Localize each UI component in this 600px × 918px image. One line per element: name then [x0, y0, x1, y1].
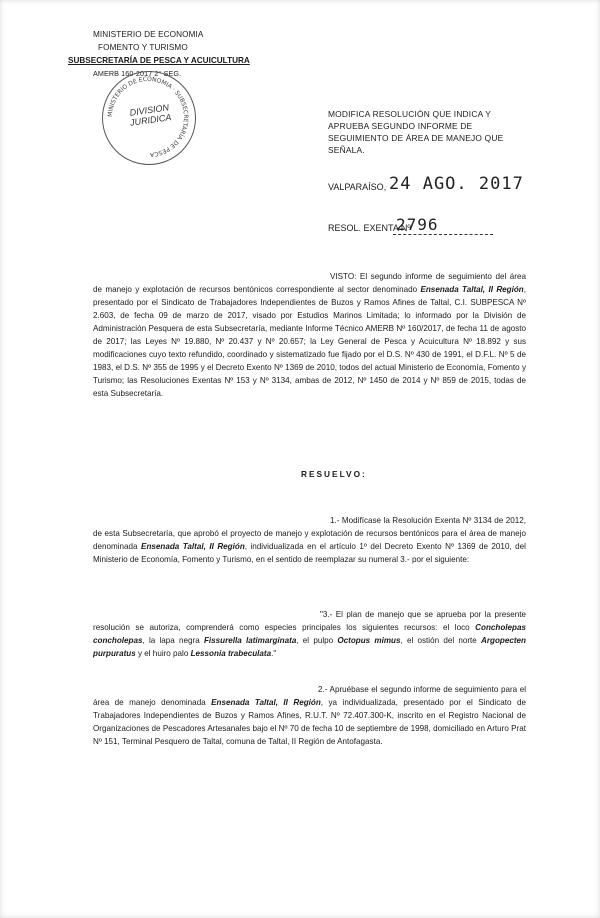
quote-text-a: "3.- El plan de manejo que se aprueba por la presente resolución se autoriza, comprenderá como especies principales los siguientes recursos: el loco: [93, 610, 526, 632]
visto-sector: Ensenada Taltal, II Región: [420, 285, 524, 294]
species-concholepas: Concholepas concholepas: [93, 623, 526, 645]
visto-paragraph: [93, 270, 526, 400]
visto-text-2: , presentado por el Sindicato de Trabajadores Independientes de Buzos y Ramos Afines de Taltal, C.I. SUBPESCA Nº 2.603, de fecha 09 de marzo de 2017, visado por Estudios Marinos Limitada; lo informado por la División de Administración Pesquera de esta Subsecretaría, mediante Informe Técnico AMERB Nº 160/2017, de fecha 11 de agosto de 2017; las Leyes Nº 19.880, Nº 20.437 y Nº 20.657; la Ley General de Pesca y Acuicultura Nº 18.892 y sus modificaciones cuyo texto refundido, coordinado y sistematizado fue fijado por el D.S. Nº 430 de 1991, el D.F.L. Nº 5 de 1983, el D.S. Nº 355 de 1995 y el Decreto Exento Nº 1369 de 2010, todos del actual Ministerio de Economía, Fomento y Turismo; las Resoluciones Exentas Nº 153 y Nº 3134, ambas de 2012, Nº 1450 de 2014 y Nº 859 de 2015, todas de esta Subsecretaría.: [93, 285, 527, 398]
document-reference: AMERB 160-2017 2° SEG.: [93, 69, 182, 78]
species-argopecten: Argopecten purpuratus: [93, 636, 526, 658]
item-1-sector: Ensenada Taltal, II Región: [141, 542, 245, 551]
document-title: MODIFICA RESOLUCIÓN QUE INDICA Y APRUEBA SEGUNDO INFORME DE SEGUIMIENTO DE ÁREA DE MANEJO QUE SEÑALA.: [328, 109, 504, 155]
date-stamp: 24 AGO. 2017: [389, 174, 524, 194]
resolution-underline: [393, 234, 493, 235]
seal-text: DIVISION JURIDICA: [129, 102, 172, 128]
quoted-numeral-paragraph: [93, 608, 526, 660]
item-1-text-b: , individualizada en el artículo 1º del Decreto Exento Nº 1369 de 2010, del Ministerio de Economía, Fomento y Turismo, en el sentido de reemplazar su numeral 3.- por el siguiente:: [93, 542, 526, 564]
item-2-text-b: , ya individualizada, presentado por el Sindicato de Trabajadores Independientes de Buzos y Ramos Afines, R.U.T. Nº 72.407.300-K, inscrito en el Registro Nacional de Organizaciones de Pescadores Artesanales bajo el Nº 70 de fecha 10 de septiembre de 1998, domiciliado en Arturo Prat Nº 151, Terminal Pesquero de Taltal, comuna de Taltal, II Región de Antofagasta.: [93, 698, 526, 746]
item-2-paragraph: [93, 683, 526, 748]
ministry-name: MINISTERIO DE ECONOMIA: [93, 30, 204, 39]
resolution-label: RESOL. EXENTA Nº: [328, 223, 411, 233]
item-1-paragraph: [93, 514, 526, 566]
quote-text-f: .": [271, 649, 277, 658]
item-1-text-a: 1.- Modifícase la Resolución Exenta Nº 3134 de 2012, de esta Subsecretaría, que aprobó el proyecto de manejo y explotación de recursos bentónicos para el área de manejo denominada: [93, 516, 526, 551]
quote-text-b: , la lapa negra: [142, 636, 204, 645]
species-octopus: Octopus mimus: [337, 636, 401, 645]
item-2-text-a: 2.- Apruébase el segundo informe de seguimiento para el área de manejo denominada: [93, 685, 526, 707]
svg-text:MINISTERIO DE ECONOMIA · SUBSE: MINISTERIO DE ECONOMIA · SUBSECRETARÍA DE PESCA: [106, 75, 190, 158]
quote-text-c: , el pulpo: [296, 636, 338, 645]
quote-text-e: y el huiro palo: [135, 649, 191, 658]
ministry-subname: FOMENTO Y TURISMO: [98, 43, 188, 52]
species-fissurella: Fissurella latimarginata: [203, 636, 297, 645]
item-2-sector: Ensenada Taltal, II Región: [211, 698, 321, 707]
visto-text-1: VISTO: El segundo informe de seguimiento del área de manejo y explotación de recursos bentónicos correspondiente al sector denominado: [93, 272, 526, 294]
quote-text-d: , el ostión del norte: [400, 636, 482, 645]
place-label: VALPARAÍSO,: [328, 182, 387, 192]
resolution-number: 2796: [396, 215, 439, 234]
subsecretariat-name: SUBSECRETARÍA DE PESCA Y ACUICULTURA: [68, 56, 250, 65]
resuelvo-heading: RESUELVO:: [301, 469, 367, 479]
species-lessonia: Lessonia trabeculata: [190, 649, 272, 658]
